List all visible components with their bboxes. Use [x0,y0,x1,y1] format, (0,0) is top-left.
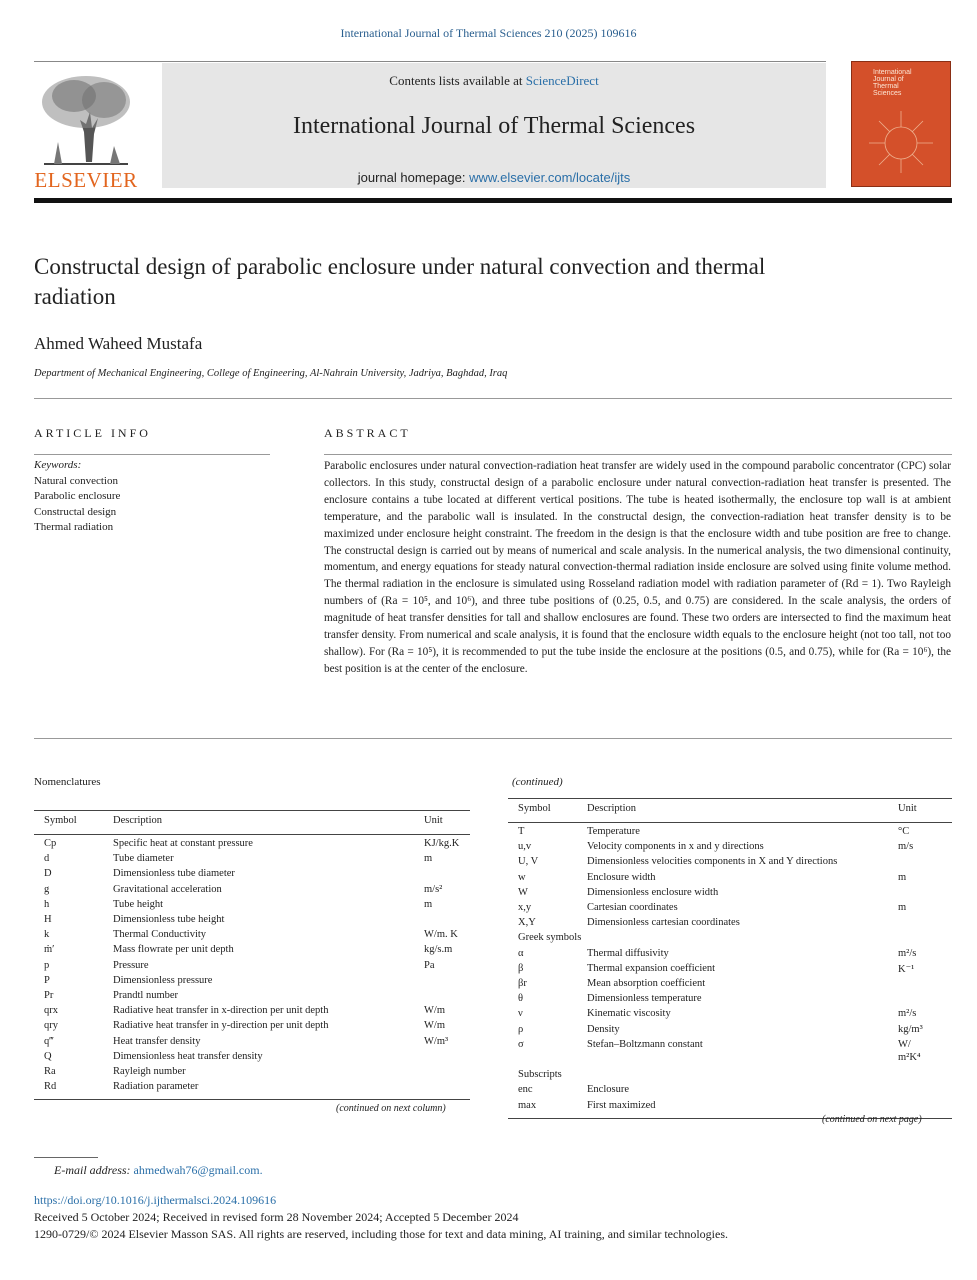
nomenclature-unit: KJ/kg.K [424,838,460,849]
nomenclature-symbol: max [518,1099,537,1111]
nomenclature-description: Mean absorption coefficient [587,978,706,989]
nomenclature-unit: m [898,871,907,883]
nomenclature-description: Dimensionless tube diameter [113,868,235,880]
nomenclature-row [508,1100,952,1115]
nomenclature-description: Radiative heat transfer in x-direction per unit depth [113,1005,329,1017]
nomenclature-symbol: qry [44,1020,58,1032]
nomenclature-symbol: α [518,947,524,959]
nomenclature-symbol: W [518,886,528,898]
nomenclature-description: Kinematic viscosity [587,1008,671,1020]
nomenclature-symbol: U, V [518,856,539,868]
nomenclature-row [34,838,470,853]
keyword[interactable]: Parabolic enclosure [34,490,121,503]
journal-reference-link[interactable]: International Journal of Thermal Sciences 210 (2025) 109616 [340,26,637,40]
publisher-wordmark[interactable]: ELSEVIER [34,168,138,192]
nomenclature-description: Mass flowrate per unit depth [113,944,234,956]
author-affiliation: Department of Mechanical Engineering, College of Engineering, Al-Nahrain University, Jadriya, Baghdad, Iraq [34,368,508,379]
divider [34,398,952,399]
nomenclature-row [34,868,470,883]
divider [324,454,952,455]
nomenclature-description: Enclosure [587,1084,629,1096]
nomenclature-symbol: q‴ [44,1035,54,1047]
nomenclature-description: Thermal expansion coefficient [587,962,716,974]
nomenclature-unit: m/s² [424,883,443,895]
nomenclature-table-left [34,800,470,1100]
nomenclature-symbol: qrx [44,1005,58,1017]
nomenclature-row [508,872,952,887]
keyword[interactable]: Thermal radiation [34,520,114,533]
email-link[interactable]: ahmedwah76@gmail.com. [133,1163,263,1177]
nomenclature-row [508,1084,952,1099]
nomenclature-unit: kg/s.m [424,944,453,956]
nomenclature-description: Dimensionless tube height [113,914,225,925]
cover-title-line-4: Sciences [873,90,902,97]
doi-link[interactable]: https://doi.org/10.1016/j.ijthermalsci.2024.109616 [34,1193,277,1207]
nomenclature-symbol: P [44,974,50,986]
keywords-label: Keywords: [34,459,82,471]
abstract-text: Parabolic enclosures under natural convection-radiation heat transfer are widely used in the compound parabolic concentrator (CPC) solar collectors. In this study, constructal design of a parabolic enclosure under natural convection-radiation heat transfer is presented. The enclosure contains a tube located at different vertical positions. The tube is heated isothermally, the enclosure top wall is at ambient temperature, and the parabolic wall is insulated. In the constructal design, the convection-radiation heat transfer density is to be maximized under enclosure height constraint. The freedom in the design is that the enclosure width and tube position are free to change. The constructal design is carried out by means of numerical and scale analysis. In the numerical analysis, the two dimensional continuity, momentum, and energy equations for steady natural convection-thermal radiation inside enclosure are solved using finite volume method. The thermal radiation in the enclosure is simulated using Rosseland radiation model with radiation parameter of (Rd = 1). Two Rayleigh numbers of (Ra = 10⁵, and 10⁶), and three tube positions of (0.25, 0.5, and 0.75) are considered. In the scale analysis, the orders of magnitude of heat transfer densities for tall and shallow enclosures are found. These two orders are intersected to find the maximum heat transfer density. From numerical and scale analysis, it is found that the enclosure width equals to the enclosure height (not too tall, not too shallow). For (Ra = 10⁵), it is recommended to put the tube inside the enclosure at the positions (0.5, and 0.75), while for (Ra = 10⁶), the best position is at the center of the enclosure. [324,460,951,675]
nomenclature-row [34,1020,470,1035]
nomenclature-description: Stefan–Boltzmann constant [587,1038,703,1050]
nomenclature-symbol: Pr [44,990,54,1001]
nomenclature-row [34,1051,470,1066]
nomenclature-unit: m [424,853,433,865]
cover-title-line-1: International [873,69,912,76]
cover-title-line-3: Thermal [873,83,899,90]
nomenclature-symbol: X,Y [518,917,536,929]
nomenclature-description: Cartesian coordinates [587,902,678,913]
nomenclature-symbol: g [44,883,50,895]
nomenclature-symbol: Cp [44,838,57,849]
nomenclature-row [508,963,952,978]
nomenclature-symbol: w [518,871,526,883]
nomenclature-row [508,902,952,917]
nomenclature-unit: W/m. K [424,929,458,941]
nomenclature-row [34,853,470,868]
keyword[interactable]: Constructal design [34,505,117,518]
received-dates: Received 5 October 2024; Received in revised form 28 November 2024; Accepted 5 December 2024 [34,1210,519,1224]
nomenclature-row [34,944,470,959]
nomenclature-row [34,960,470,975]
nomenclature-unit: m²/s [898,947,917,959]
nomenclature-row [34,929,470,944]
continued-label: (continued) [512,776,563,788]
nomenclature-symbol: σ [518,1038,524,1050]
contents-prefix: Contents lists available at [389,73,523,88]
cover-title-line-2: Journal of [873,76,904,83]
header-thick-rule [34,198,952,203]
subscripts-heading: Subscripts [518,1069,562,1081]
nomenclature-description: Rayleigh number [113,1066,186,1077]
nomenclature-description: Dimensionless pressure [113,974,213,986]
nomenclature-description: Thermal Conductivity [113,929,207,941]
header-rule [34,61,826,62]
nomenclature-symbol: k [44,929,50,941]
nomenclature-symbol: enc [518,1084,533,1096]
nomenclature-unit: m²/s [898,1008,917,1020]
nomenclature-symbol: Ra [44,1066,56,1077]
nomenclature-symbol: ṁ′ [44,944,55,956]
journal-cover-image[interactable] [851,61,951,187]
nomenclature-description: Enclosure width [587,871,656,883]
nomenclature-description: Tube height [113,898,164,910]
nomenclature-symbol: Rd [44,1081,57,1093]
nomenclature-description: Dimensionless enclosure width [587,886,719,898]
nomenclature-symbol: D [44,868,52,880]
abstract-heading: ABSTRACT [324,426,411,440]
divider [34,454,270,455]
nomenclature-row [508,856,952,871]
column-header-symbol: Symbol [518,803,551,814]
nomenclature-description: Specific heat at constant pressure [113,838,253,849]
greek-symbols-heading: Greek symbols [518,932,582,944]
nomenclature-description: Dimensionless heat transfer density [113,1050,263,1062]
nomenclature-unit: °C [898,826,910,837]
journal-title[interactable]: International Journal of Thermal Sciences [292,113,696,139]
nomenclature-unit: W/m [424,1005,445,1017]
nomenclature-title: Nomenclatures [34,776,101,788]
nomenclature-row [508,1038,952,1063]
nomenclature-symbol: ρ [518,1023,524,1035]
table-header-row [508,803,952,818]
nomenclature-unit: Pa [424,959,435,971]
contents-line [162,73,826,89]
column-header-description: Description [113,815,162,826]
sciencedirect-link[interactable]: ScienceDirect [525,73,599,88]
homepage-link[interactable]: www.elsevier.com/locate/ijts [469,170,631,185]
continued-next-column-note: (continued on next column) [336,1103,446,1114]
table-rule [34,1099,470,1100]
nomenclature-symbol: h [44,898,50,910]
nomenclature-row [34,990,470,1005]
nomenclature-symbol: d [44,853,50,865]
nomenclature-row [34,975,470,990]
nomenclature-description: Radiation parameter [113,1081,199,1093]
copyright-notice: 1290-0729/© 2024 Elsevier Masson SAS. All rights are reserved, including those for text and data mining, AI training, and similar technologies. [34,1227,728,1241]
nomenclature-unit: m/s [898,841,914,853]
nomenclature-table-right [508,788,952,1112]
nomenclature-unit: kg/m³ [898,1023,923,1035]
nomenclature-symbol: p [44,959,50,971]
nomenclature-row [508,887,952,902]
nomenclature-symbol: Q [44,1050,52,1062]
nomenclature-description: Gravitational acceleration [113,883,222,895]
nomenclature-symbol: H [44,914,52,925]
nomenclature-unit: m [424,898,433,910]
nomenclature-symbol: θ [518,993,524,1005]
email-footnote [54,1163,263,1178]
column-header-symbol: Symbol [44,815,77,826]
homepage-line [162,170,826,185]
article-info-heading: ARTICLE INFO [34,426,151,440]
nomenclature-unit: W/m³ [424,1035,449,1047]
journal-header-box [162,63,826,188]
nomenclature-description: Radiative heat transfer in y-direction per unit depth [113,1020,329,1032]
nomenclature-description: Dimensionless velocities components in X and Y directions [587,856,838,868]
nomenclature-unit: W/m [424,1020,445,1032]
nomenclature-row [508,1008,952,1023]
nomenclature-row [508,948,952,963]
nomenclature-symbol: βr [518,978,527,989]
nomenclature-row [508,917,952,932]
nomenclature-row [34,899,470,914]
continued-next-page-note: (continued on next page) [822,1114,922,1125]
nomenclature-unit-line2: m²K⁴ [898,1051,921,1063]
keywords-list [34,474,120,535]
nomenclature-description: Dimensionless temperature [587,993,702,1005]
email-label: E-mail address: [54,1163,131,1177]
column-header-description: Description [587,803,636,814]
nomenclature-row [508,841,952,856]
table-rule [508,822,952,823]
nomenclature-row [34,1005,470,1020]
nomenclature-symbol: β [518,962,524,974]
nomenclature-row [34,1081,470,1096]
nomenclature-row [508,1024,952,1039]
nomenclature-description: Thermal diffusivity [587,947,669,959]
author-name[interactable]: Ahmed Waheed Mustafa [34,334,203,353]
nomenclature-description: First maximized [587,1099,656,1111]
nomenclature-description: Temperature [587,826,640,837]
table-rule [34,810,470,811]
nomenclature-description: Dimensionless cartesian coordinates [587,917,740,929]
article-title: Constructal design of parabolic enclosure under natural convection and thermal radiation [34,254,766,309]
divider [34,738,952,739]
nomenclature-row [34,884,470,899]
nomenclature-description: Prandtl number [113,990,179,1001]
nomenclature-symbol: u,v [518,841,532,853]
table-rule [34,834,470,835]
nomenclature-row [34,914,470,929]
nomenclature-description: Pressure [113,959,149,971]
nomenclature-row [34,1066,470,1081]
nomenclature-unit: K⁻¹ [898,963,915,975]
nomenclature-unit: W/ [898,1038,911,1050]
nomenclature-symbol: ν [518,1008,523,1020]
nomenclature-unit: m [898,902,907,913]
nomenclature-description: Heat transfer density [113,1035,201,1047]
nomenclature-description: Density [587,1023,620,1035]
nomenclature-row [508,978,952,993]
column-header-unit: Unit [424,815,443,826]
nomenclature-description: Tube diameter [113,853,174,865]
table-header-row [34,815,470,830]
nomenclature-symbol: T [518,826,525,837]
nomenclature-row [34,1036,470,1051]
keyword[interactable]: Natural convection [34,475,118,487]
homepage-prefix: journal homepage: [357,170,466,185]
nomenclature-symbol: x,y [518,902,532,913]
nomenclature-row [508,826,952,841]
column-header-unit: Unit [898,803,917,814]
table-rule [508,798,952,799]
footnote-rule [34,1157,98,1158]
nomenclature-row [508,993,952,1008]
nomenclature-description: Velocity components in x and y directions [587,841,764,853]
